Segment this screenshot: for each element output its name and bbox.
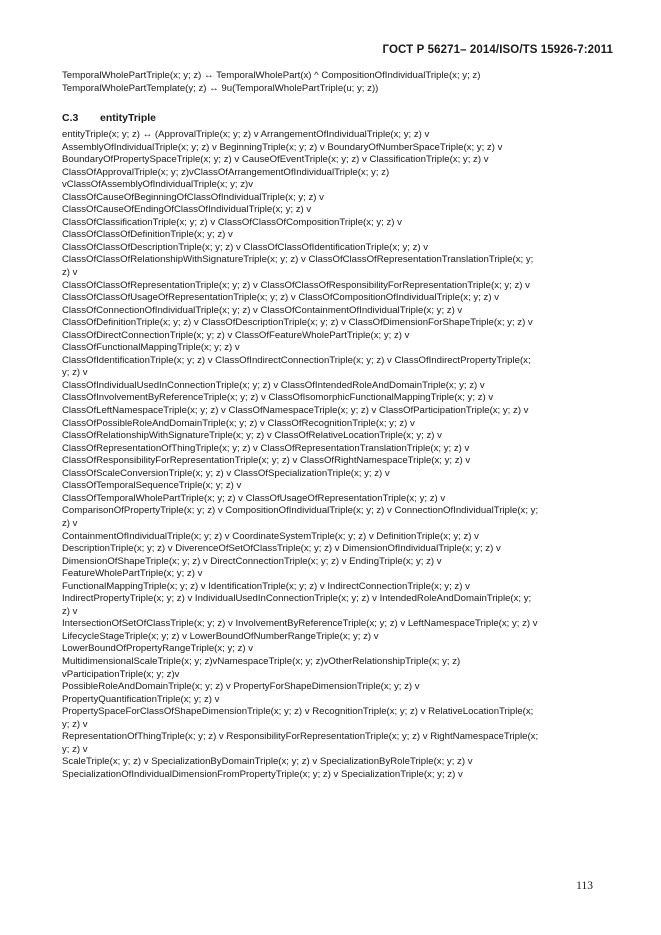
definition-line: FeatureWholePartTriple(x; y; z) v: [62, 568, 203, 580]
definition-line: ClassOfConnectionOfIndividualTriple(x; y; z) v ClassOfContainmentOfIndividualTriple(x; y; z) v: [62, 304, 463, 316]
formula-line: TemporalWholePartTemplate(y; z) ↔ 9u(TemporalWholePartTriple(u; y; z)): [62, 83, 379, 95]
section-title: entityTriple: [100, 112, 157, 124]
definition-line: ClassOfInvolvementByReferenceTriple(x; y; z) v ClassOfIsomorphicFunctionalMappingTriple(x; y; z) v: [62, 392, 494, 404]
definition-line: ClassOfRelationshipWithSignatureTriple(x; y; z) v ClassOfRelativeLocationTriple(x; y; z) v: [62, 430, 442, 442]
definition-line: RepresentationOfThingTriple(x; y; z) v ResponsibilityForRepresentationTriple(x; y; z) v RightNamespaceTriple(x;: [62, 731, 539, 743]
definition-line: z) v: [62, 267, 78, 279]
definition-line: ClassOfLeftNamespaceTriple(x; y; z) v ClassOfNamespaceTriple(x; y; z) v ClassOfParticipationTriple(x; y; z) v: [62, 405, 529, 417]
definition-line: ClassOfClassOfUsageOfRepresentationTriple(x; y; z) v ClassOfCompositionOfIndividualTriple(x; y; z) v: [62, 292, 500, 304]
definition-line: MultidimensionalScaleTriple(x; y; z)vNamespaceTriple(x; y; z)vOtherRelationshipTriple(x; y; z): [62, 655, 461, 667]
definition-line: ClassOfCauseOfEndingOfClassOfIndividualTriple(x; y; z) v: [62, 204, 312, 216]
definition-line: DimensionOfShapeTriple(x; y; z) v DirectConnectionTriple(x; y; z) v EndingTriple(x; y; z) v: [62, 555, 442, 567]
definition-line: y; z) v: [62, 718, 88, 730]
definition-line: z) v: [62, 517, 78, 529]
formula-line: TemporalWholePartTriple(x; y; z) ↔ TemporalWholePart(x) ^ CompositionOfIndividualTriple(x; y; z): [62, 70, 481, 81]
definition-line: ClassOfPossibleRoleAndDomainTriple(x; y; z) v ClassOfRecognitionTriple(x; y; z) v: [62, 417, 415, 429]
definition-line: y; z) v: [62, 743, 88, 755]
definition-line: vClassOfAssemblyOfIndividualTriple(x; y; z)v: [62, 179, 254, 191]
definition-line: LowerBoundOfPropertyRangeTriple(x; y; z) v: [62, 643, 254, 655]
definition-line: ComparisonOfPropertyTriple(x; y; z) v CompositionOfIndividualTriple(x; y; z) v ConnectionOfIndividualTriple(x; y;: [62, 505, 539, 517]
definition-line: ClassOfApprovalTriple(x; y; z)vClassOfArrangementOfIndividualTriple(x; y; z): [62, 166, 390, 178]
definition-line: ClassOfClassOfDescriptionTriple(x; y; z) v ClassOfClassOfIdentificationTriple(x; y; z) v: [62, 241, 429, 253]
definition-line: ClassOfRepresentationOfThingTriple(x; y; z) v ClassOfRepresentationTranslationTriple(x; y; z) v: [62, 442, 470, 454]
definition-line: entityTriple(x; y; z) ↔ (ApprovalTriple(x; y; z) v ArrangementOfIndividualTriple(x; y; z) v: [62, 129, 430, 140]
definition-line: FunctionalMappingTriple(x; y; z) v IdentificationTriple(x; y; z) v IndirectConnectionTriple(x; y; z) v: [62, 580, 470, 592]
definition-line: LifecycleStageTriple(x; y; z) v LowerBoundOfNumberRangeTriple(x; y; z) v: [62, 630, 379, 642]
definition-line: ClassOfIdentificationTriple(x; y; z) v ClassOfIndirectConnectionTriple(x; y; z) v ClassOfIndirectPropertyTriple(x;: [62, 354, 531, 366]
section-number: C.3: [62, 112, 79, 124]
entity-triple-definition: [62, 129, 652, 781]
definition-line: IntersectionOfSetOfClassTriple(x; y; z) v InvolvementByReferenceTriple(x; y; z) v LeftNamespaceTriple(x; y; z) v: [62, 618, 538, 630]
definition-line: ClassOfDefinitionTriple(x; y; z) v ClassOfDescriptionTriple(x; y; z) v ClassOfDimensionForShapeTriple(x; y; z) v: [62, 317, 533, 329]
definition-line: ClassOfFunctionalMappingTriple(x; y; z) v: [62, 342, 240, 354]
definition-line: ContainmentOfIndividualTriple(x; y; z) v CoordinateSystemTriple(x; y; z) v DefinitionTriple(x; y; z) v: [62, 530, 479, 542]
definition-line: PossibleRoleAndDomainTriple(x; y; z) v PropertyForShapeDimensionTriple(x; y; z) v: [62, 681, 420, 693]
definition-line: ClassOfTemporalSequenceTriple(x; y; z) v: [62, 480, 242, 492]
definition-line: IndirectPropertyTriple(x; y; z) v IndividualUsedInConnectionTriple(x; y; z) v IntendedRoleAndDomainTriple(x; y;: [62, 593, 532, 605]
definition-line: PropertySpaceForClassOfShapeDimensionTriple(x; y; z) v RecognitionTriple(x; y; z) v RelativeLocationTriple(x;: [62, 706, 534, 718]
definition-line: ClassOfIndividualUsedInConnectionTriple(x; y; z) v ClassOfIntendedRoleAndDomainTriple(x; y; z) v: [62, 379, 485, 391]
section-heading: [62, 112, 156, 124]
definition-line: ClassOfClassificationTriple(x; y; z) v ClassOfClassOfCompositionTriple(x; y; z) v: [62, 216, 402, 228]
definition-line: SpecializationOfIndividualDimensionFromPropertyTriple(x; y; z) v SpecializationTriple(x; y; z) v: [62, 768, 463, 780]
definition-line: ClassOfClassOfRelationshipWithSignatureTriple(x; y; z) v ClassOfClassOfRepresentationTranslationTriple(x; y;: [62, 254, 534, 266]
definition-line: ClassOfScaleConversionTriple(x; y; z) v ClassOfSpecializationTriple(x; y; z) v: [62, 467, 390, 479]
definition-line: ClassOfCauseOfBeginningOfClassOfIndividualTriple(x; y; z) v: [62, 191, 324, 203]
definition-line: ClassOfTemporalWholePartTriple(x; y; z) v ClassOfUsageOfRepresentationTriple(x; y; z) v: [62, 492, 446, 504]
definition-line: ClassOfDirectConnectionTriple(x; y; z) v ClassOfFeatureWholePartTriple(x; y; z) v: [62, 329, 410, 341]
definition-line: AssemblyOfIndividualTriple(x; y; z) v BeginningTriple(x; y; z) v BoundaryOfNumberSpaceTriple(x; y; z) v: [62, 141, 503, 153]
document-header: ГОСТ Р 56271– 2014/ISO/TS 15926-7:2011: [382, 44, 613, 56]
definition-line: y; z) v: [62, 367, 88, 379]
definition-line: ClassOfClassOfRepresentationTriple(x; y; z) v ClassOfClassOfResponsibilityForRepresentationTriple(x; y; z) v: [62, 279, 530, 291]
definition-line: ClassOfClassOfDefinitionTriple(x; y; z) v: [62, 229, 233, 241]
definition-line: PropertyQuantificationTriple(x; y; z) v: [62, 693, 220, 705]
intro-formulas: [62, 69, 652, 95]
definition-line: ClassOfResponsibilityForRepresentationTriple(x; y; z) v ClassOfRightNamespaceTriple(x; y; z) v: [62, 455, 471, 467]
definition-line: BoundaryOfPropertySpaceTriple(x; y; z) v CauseOfEventTriple(x; y; z) v ClassificationTriple(x; y; z) v: [62, 154, 489, 166]
definition-line: DescriptionTriple(x; y; z) v DiverenceOfSetOfClassTriple(x; y; z) v DimensionOfIndividualTriple(x; y; z) v: [62, 543, 501, 555]
definition-line: vParticipationTriple(x; y; z)v: [62, 668, 180, 680]
definition-line: ScaleTriple(x; y; z) v SpecializationByDomainTriple(x; y; z) v SpecializationByRoleTriple(x; y; z) v: [62, 756, 473, 768]
page-number: 113: [576, 880, 593, 892]
definition-line: z) v: [62, 605, 78, 617]
